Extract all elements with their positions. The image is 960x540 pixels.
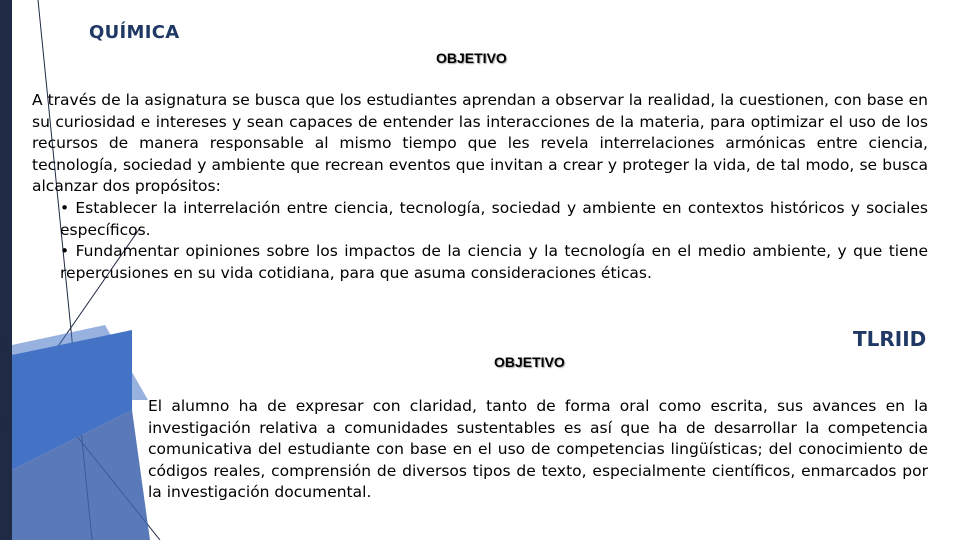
objective-heading-2: OBJETIVO xyxy=(494,354,565,370)
objective-2-text: El alumno ha de expresar con claridad, tanto de forma oral como escrita, sus avances en la investigación relativa a comunidades sustentables es así que ha de desarrollar la competencia comunicativa del estudiante con base en el uso de competencias lingüísticas; del conocimiento de códigos reales, comprensión de diversos tipos de texto, especialmente científicos, enmarcados por la investigación documental. xyxy=(148,397,928,502)
objective-1-bullet-1: • Establecer la interrelación entre ciencia, tecnología, sociedad y ambiente en contextos históricos y sociales específicos. xyxy=(60,199,928,239)
subject-title: QUÍMICA xyxy=(89,22,180,43)
left-border-band xyxy=(0,0,12,540)
objective-1-intro: A través de la asignatura se busca que los estudiantes aprendan a observar la realidad, la cuestionen, con base en su curiosidad e intereses y sean capaces de entender las interacciones de la materia, para optimizar el uso de los recursos de manera responsable al mismo tiempo que les revela interrelaciones armónicas entre ciencia, tecnología, sociedad y ambiente que recrean eventos que invitan a crear y proteger la vida, de tal modo, se busca alcanzar dos propósitos: xyxy=(32,91,928,196)
tlriid-label: TLRIID xyxy=(853,327,927,351)
objective-1-bullet-2: • Fundamentar opiniones sobre los impactos de la ciencia y la tecnología en el medio ambiente, y que tiene repercusiones en su vida cotidiana, para que asuma consideraciones éticas. xyxy=(60,242,928,282)
objective-heading-1: OBJETIVO xyxy=(436,50,507,66)
